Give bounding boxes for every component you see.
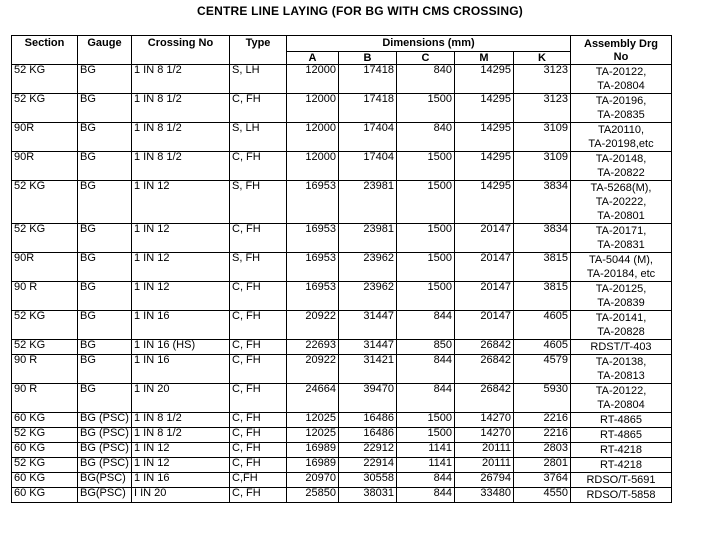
- cell-gauge: BG: [78, 311, 132, 340]
- cell-dim-m: 20111: [455, 443, 514, 458]
- cell-dim-m: 14295: [455, 123, 514, 152]
- assembly-drg-line: TA-20141,: [595, 312, 647, 324]
- cell-gauge: BG (PSC): [78, 428, 132, 443]
- cell-section: 60 KG: [12, 473, 78, 488]
- cell-dim-k: 3123: [514, 94, 571, 123]
- cell-assembly-drg: [571, 181, 672, 224]
- cell-type: C, FH: [230, 488, 287, 503]
- table-row: [12, 488, 672, 503]
- header-assembly-line1: Assembly Drg: [584, 38, 658, 50]
- cell-type: C, FH: [230, 413, 287, 428]
- assembly-drg-line: TA-20804: [597, 80, 645, 92]
- cell-dim-k: 3815: [514, 282, 571, 311]
- table-row: [12, 282, 672, 311]
- cell-assembly-drg: [571, 94, 672, 123]
- cell-section: 60 KG: [12, 488, 78, 503]
- cell-crossing-no: 1 IN 20: [132, 384, 230, 413]
- cell-dim-b: 23981: [339, 181, 397, 224]
- cell-type: C, FH: [230, 458, 287, 473]
- header-dim-c: C: [397, 51, 455, 64]
- cell-type: C, FH: [230, 282, 287, 311]
- cell-type: S, LH: [230, 123, 287, 152]
- cell-dim-k: 3109: [514, 152, 571, 181]
- assembly-drg-line: RT-4865: [600, 414, 642, 426]
- cell-gauge: BG: [78, 224, 132, 253]
- cell-type: S, FH: [230, 181, 287, 224]
- cell-dim-a: 20970: [287, 473, 339, 488]
- cell-dim-m: 20111: [455, 458, 514, 473]
- cell-dim-b: 31447: [339, 340, 397, 355]
- cell-crossing-no: 1 IN 8 1/2: [132, 65, 230, 94]
- assembly-drg-line: TA-20148,: [595, 153, 647, 165]
- cell-dim-c: 844: [397, 311, 455, 340]
- cell-assembly-drg: [571, 311, 672, 340]
- cell-dim-m: 26842: [455, 355, 514, 384]
- table-row: [12, 94, 672, 123]
- table-row: [12, 340, 672, 355]
- cell-type: C, FH: [230, 224, 287, 253]
- cell-dim-b: 16486: [339, 428, 397, 443]
- cell-crossing-no: 1 IN 12: [132, 443, 230, 458]
- header-type: Type: [230, 36, 287, 65]
- cell-gauge: BG: [78, 94, 132, 123]
- assembly-drg-line: TA-5044 (M),: [589, 254, 653, 266]
- cell-dim-a: 12025: [287, 413, 339, 428]
- cell-assembly-drg: [571, 253, 672, 282]
- assembly-drg-line: TA-20804: [597, 399, 645, 411]
- cell-dim-k: 3834: [514, 224, 571, 253]
- cell-section: 52 KG: [12, 94, 78, 123]
- cell-assembly-drg: [571, 224, 672, 253]
- header-dim-k: K: [514, 51, 571, 64]
- cell-dim-a: 12000: [287, 94, 339, 123]
- table-row: [12, 65, 672, 94]
- cell-section: 52 KG: [12, 311, 78, 340]
- table-row: [12, 253, 672, 282]
- cell-section: 52 KG: [12, 224, 78, 253]
- assembly-drg-line: TA-20801: [597, 210, 645, 222]
- cell-crossing-no: 1 IN 8 1/2: [132, 94, 230, 123]
- cell-dim-c: 1141: [397, 458, 455, 473]
- cell-dim-k: 2803: [514, 443, 571, 458]
- assembly-drg-line: TA20110,: [597, 124, 645, 136]
- cell-section: 90R: [12, 253, 78, 282]
- cell-dim-a: 20922: [287, 355, 339, 384]
- assembly-drg-line: TA-20196,: [595, 95, 647, 107]
- assembly-drg-line: TA-20839: [597, 297, 645, 309]
- cell-assembly-drg: [571, 458, 672, 473]
- cell-dim-m: 14295: [455, 65, 514, 94]
- cell-crossing-no: I IN 20: [132, 488, 230, 503]
- table-body: [12, 65, 672, 503]
- cell-dim-m: 20147: [455, 282, 514, 311]
- cell-dim-b: 17404: [339, 123, 397, 152]
- cell-dim-a: 22693: [287, 340, 339, 355]
- cell-dim-k: 2801: [514, 458, 571, 473]
- cell-dim-a: 16953: [287, 224, 339, 253]
- assembly-drg-line: RT-4218: [600, 444, 642, 456]
- cell-type: C, FH: [230, 443, 287, 458]
- cell-type: C,FH: [230, 473, 287, 488]
- cell-gauge: BG (PSC): [78, 413, 132, 428]
- cell-section: 90R: [12, 152, 78, 181]
- table-row: [12, 413, 672, 428]
- header-dim-m: M: [455, 51, 514, 64]
- cell-dim-c: 844: [397, 384, 455, 413]
- cell-dim-k: 5930: [514, 384, 571, 413]
- cell-dim-b: 38031: [339, 488, 397, 503]
- table-header: [12, 36, 672, 65]
- table-row: [12, 355, 672, 384]
- cell-gauge: BG: [78, 181, 132, 224]
- cell-assembly-drg: [571, 282, 672, 311]
- cell-dim-m: 14295: [455, 94, 514, 123]
- cell-dim-m: 14295: [455, 152, 514, 181]
- cell-crossing-no: 1 IN 16: [132, 311, 230, 340]
- cell-dim-a: 16953: [287, 253, 339, 282]
- cell-dim-c: 1141: [397, 443, 455, 458]
- cell-type: S, LH: [230, 65, 287, 94]
- cell-dim-k: 3815: [514, 253, 571, 282]
- cell-dim-a: 16953: [287, 282, 339, 311]
- cell-crossing-no: 1 IN 16: [132, 473, 230, 488]
- header-crossing-no: Crossing No: [132, 36, 230, 65]
- cell-type: C, FH: [230, 340, 287, 355]
- assembly-drg-line: TA-20828: [597, 326, 645, 338]
- cell-dim-m: 14270: [455, 428, 514, 443]
- assembly-drg-line: TA-20831: [597, 239, 645, 251]
- assembly-drg-line: RDST/T-403: [590, 341, 652, 353]
- cell-section: 90R: [12, 123, 78, 152]
- cell-assembly-drg: [571, 413, 672, 428]
- assembly-drg-line: RT-4865: [600, 429, 642, 441]
- cell-dim-a: 16989: [287, 458, 339, 473]
- cell-dim-a: 20922: [287, 311, 339, 340]
- cell-section: 90 R: [12, 384, 78, 413]
- cell-dim-k: 3109: [514, 123, 571, 152]
- cell-dim-m: 26842: [455, 340, 514, 355]
- cell-section: 90 R: [12, 282, 78, 311]
- centre-line-laying-table: [11, 35, 672, 503]
- cell-dim-a: 12000: [287, 65, 339, 94]
- header-gauge: Gauge: [78, 36, 132, 65]
- cell-dim-m: 26794: [455, 473, 514, 488]
- cell-dim-k: 3123: [514, 65, 571, 94]
- header-dim-a: A: [287, 51, 339, 64]
- table-row: [12, 152, 672, 181]
- cell-dim-b: 17404: [339, 152, 397, 181]
- cell-crossing-no: 1 IN 12: [132, 458, 230, 473]
- cell-type: C, FH: [230, 311, 287, 340]
- cell-crossing-no: 1 IN 16 (HS): [132, 340, 230, 355]
- cell-dim-a: 12025: [287, 428, 339, 443]
- cell-gauge: BG: [78, 282, 132, 311]
- cell-gauge: BG (PSC): [78, 458, 132, 473]
- header-dimensions: Dimensions (mm): [287, 36, 571, 52]
- cell-dim-c: 1500: [397, 152, 455, 181]
- cell-dim-m: 20147: [455, 224, 514, 253]
- cell-dim-a: 12000: [287, 152, 339, 181]
- table-row: [12, 458, 672, 473]
- table-row: [12, 428, 672, 443]
- cell-section: 90 R: [12, 355, 78, 384]
- assembly-drg-line: TA-20122,: [595, 66, 647, 78]
- cell-crossing-no: 1 IN 12: [132, 253, 230, 282]
- header-section: Section: [12, 36, 78, 65]
- table-row: [12, 181, 672, 224]
- assembly-drg-line: TA-20125,: [595, 283, 647, 295]
- cell-type: C, FH: [230, 355, 287, 384]
- cell-dim-c: 1500: [397, 413, 455, 428]
- cell-gauge: BG: [78, 253, 132, 282]
- cell-dim-b: 39470: [339, 384, 397, 413]
- cell-dim-m: 14270: [455, 413, 514, 428]
- cell-section: 52 KG: [12, 65, 78, 94]
- table-row: [12, 473, 672, 488]
- assembly-drg-line: RDSO/T-5858: [586, 489, 656, 501]
- cell-dim-b: 17418: [339, 65, 397, 94]
- assembly-drg-line: TA-20822: [597, 167, 645, 179]
- header-assembly-line2: No: [613, 51, 629, 63]
- cell-gauge: BG: [78, 65, 132, 94]
- cell-dim-k: 4605: [514, 340, 571, 355]
- cell-assembly-drg: [571, 428, 672, 443]
- cell-section: 60 KG: [12, 413, 78, 428]
- cell-dim-a: 24664: [287, 384, 339, 413]
- table-row: [12, 443, 672, 458]
- cell-type: C, FH: [230, 152, 287, 181]
- cell-section: 52 KG: [12, 458, 78, 473]
- cell-dim-m: 14295: [455, 181, 514, 224]
- assembly-drg-line: RDSO/T-5691: [586, 474, 656, 486]
- cell-section: 52 KG: [12, 181, 78, 224]
- cell-section: 52 KG: [12, 340, 78, 355]
- cell-dim-b: 16486: [339, 413, 397, 428]
- cell-gauge: BG: [78, 384, 132, 413]
- assembly-drg-line: TA-5268(M),: [590, 182, 652, 194]
- cell-type: C, FH: [230, 428, 287, 443]
- cell-assembly-drg: [571, 65, 672, 94]
- cell-assembly-drg: [571, 384, 672, 413]
- cell-crossing-no: 1 IN 12: [132, 181, 230, 224]
- cell-dim-b: 31421: [339, 355, 397, 384]
- table-row: [12, 311, 672, 340]
- cell-dim-b: 23981: [339, 224, 397, 253]
- cell-crossing-no: 1 IN 8 1/2: [132, 413, 230, 428]
- cell-assembly-drg: [571, 473, 672, 488]
- cell-dim-a: 25850: [287, 488, 339, 503]
- cell-assembly-drg: [571, 488, 672, 503]
- cell-gauge: BG(PSC): [78, 473, 132, 488]
- cell-assembly-drg: [571, 340, 672, 355]
- cell-gauge: BG(PSC): [78, 488, 132, 503]
- cell-dim-b: 31447: [339, 311, 397, 340]
- cell-dim-c: 1500: [397, 253, 455, 282]
- page-title: CENTRE LINE LAYING (FOR BG WITH CMS CROSSING): [197, 4, 523, 18]
- cell-dim-b: 30558: [339, 473, 397, 488]
- assembly-drg-line: TA-20171,: [595, 225, 647, 237]
- cell-section: 60 KG: [12, 443, 78, 458]
- cell-gauge: BG: [78, 152, 132, 181]
- cell-gauge: BG: [78, 340, 132, 355]
- cell-dim-a: 16953: [287, 181, 339, 224]
- cell-crossing-no: 1 IN 12: [132, 282, 230, 311]
- cell-dim-m: 33480: [455, 488, 514, 503]
- cell-dim-b: 17418: [339, 94, 397, 123]
- cell-dim-m: 20147: [455, 253, 514, 282]
- cell-dim-a: 12000: [287, 123, 339, 152]
- cell-dim-k: 2216: [514, 413, 571, 428]
- cell-assembly-drg: [571, 152, 672, 181]
- cell-type: C, FH: [230, 94, 287, 123]
- cell-dim-b: 22914: [339, 458, 397, 473]
- cell-dim-c: 1500: [397, 181, 455, 224]
- header-assembly-drg: [571, 36, 672, 65]
- cell-dim-k: 3834: [514, 181, 571, 224]
- cell-gauge: BG (PSC): [78, 443, 132, 458]
- assembly-drg-line: TA-20813: [597, 370, 645, 382]
- cell-crossing-no: 1 IN 8 1/2: [132, 428, 230, 443]
- cell-dim-c: 840: [397, 123, 455, 152]
- cell-dim-b: 22912: [339, 443, 397, 458]
- assembly-drg-line: TA-20198,etc: [588, 138, 654, 150]
- cell-dim-c: 844: [397, 355, 455, 384]
- cell-dim-a: 16989: [287, 443, 339, 458]
- table-row: [12, 384, 672, 413]
- cell-type: C, FH: [230, 384, 287, 413]
- cell-dim-c: 1500: [397, 282, 455, 311]
- cell-dim-m: 20147: [455, 311, 514, 340]
- cell-dim-k: 4605: [514, 311, 571, 340]
- table-row: [12, 123, 672, 152]
- assembly-drg-line: TA-20222,: [595, 196, 647, 208]
- cell-crossing-no: 1 IN 12: [132, 224, 230, 253]
- table-row: [12, 224, 672, 253]
- cell-type: S, FH: [230, 253, 287, 282]
- cell-assembly-drg: [571, 443, 672, 458]
- assembly-drg-line: TA-20122,: [595, 385, 647, 397]
- cell-section: 52 KG: [12, 428, 78, 443]
- cell-dim-k: 4579: [514, 355, 571, 384]
- cell-crossing-no: 1 IN 16: [132, 355, 230, 384]
- cell-dim-c: 1500: [397, 94, 455, 123]
- cell-assembly-drg: [571, 355, 672, 384]
- assembly-drg-line: TA-20138,: [595, 356, 647, 368]
- cell-dim-b: 23962: [339, 253, 397, 282]
- cell-dim-c: 850: [397, 340, 455, 355]
- header-dim-b: B: [339, 51, 397, 64]
- cell-dim-k: 2216: [514, 428, 571, 443]
- cell-dim-c: 1500: [397, 428, 455, 443]
- assembly-drg-line: TA-20184, etc: [586, 268, 656, 280]
- cell-dim-b: 23962: [339, 282, 397, 311]
- cell-dim-k: 4550: [514, 488, 571, 503]
- cell-crossing-no: 1 IN 8 1/2: [132, 152, 230, 181]
- cell-assembly-drg: [571, 123, 672, 152]
- cell-dim-c: 1500: [397, 224, 455, 253]
- cell-gauge: BG: [78, 355, 132, 384]
- cell-crossing-no: 1 IN 8 1/2: [132, 123, 230, 152]
- cell-dim-c: 844: [397, 473, 455, 488]
- assembly-drg-line: RT-4218: [600, 459, 642, 471]
- cell-dim-c: 844: [397, 488, 455, 503]
- assembly-drg-line: TA-20835: [597, 109, 645, 121]
- cell-dim-c: 840: [397, 65, 455, 94]
- cell-dim-m: 26842: [455, 384, 514, 413]
- cell-dim-k: 3764: [514, 473, 571, 488]
- cell-gauge: BG: [78, 123, 132, 152]
